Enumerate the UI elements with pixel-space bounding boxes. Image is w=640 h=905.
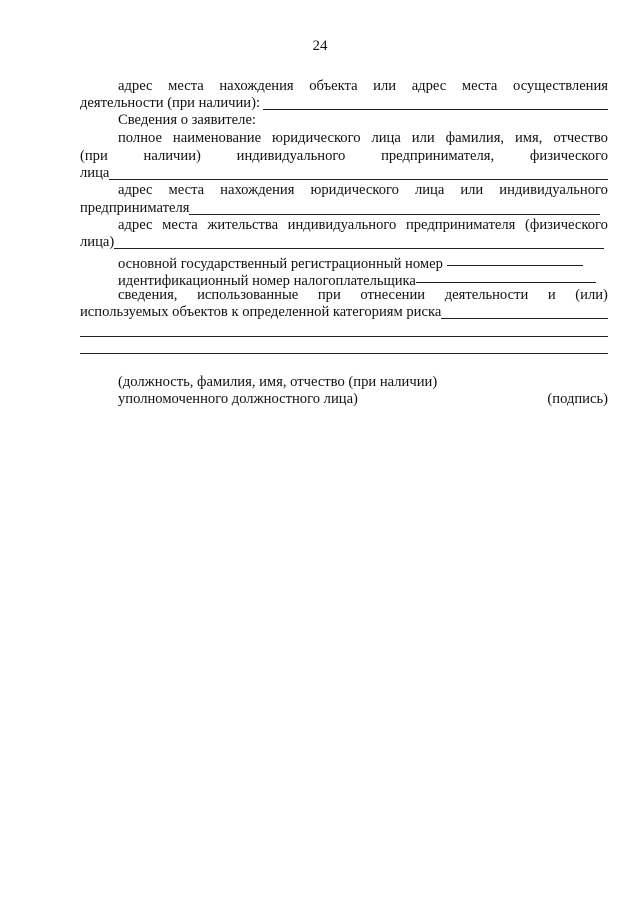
word: имя,: [515, 130, 543, 146]
word: (физического: [525, 217, 608, 233]
word: индивидуального: [499, 182, 608, 198]
word: индивидуального: [236, 148, 346, 164]
word: и: [547, 287, 556, 303]
full-name-field[interactable]: [109, 166, 608, 180]
word: наименование: [172, 130, 262, 146]
legal-address-field[interactable]: [189, 201, 600, 215]
word: осуществления: [513, 78, 608, 94]
full-name-line1: [80, 130, 608, 147]
word: (или): [575, 287, 608, 303]
word: наличии): [143, 148, 201, 164]
word: физического: [529, 148, 608, 164]
word: (при: [80, 148, 108, 164]
word: полное: [118, 130, 162, 146]
object-address-field[interactable]: [263, 96, 608, 110]
legal-address-line2: [80, 200, 608, 217]
word: адрес: [118, 182, 153, 198]
residence-address-field[interactable]: [114, 235, 604, 249]
inn-field[interactable]: [416, 269, 596, 283]
word: объекта: [309, 78, 358, 94]
applicant-header: Сведения о заявителе:: [118, 112, 256, 128]
risk-info-line2: [80, 304, 608, 321]
risk-info-extra-line-1[interactable]: [80, 336, 608, 337]
word: сведения,: [118, 287, 178, 303]
word: или: [373, 78, 397, 94]
ogrn-line: [80, 252, 608, 272]
object-address-label: деятельности (при наличии):: [80, 95, 260, 111]
risk-info-line1: [80, 287, 608, 304]
residence-address-line1: [80, 217, 608, 234]
word: юридического: [310, 182, 399, 198]
ogrn-field[interactable]: [447, 252, 583, 266]
word: места: [168, 78, 204, 94]
residence-address-line2: [80, 234, 608, 251]
word: нахождения: [220, 182, 295, 198]
word: при: [317, 287, 341, 303]
risk-info-field[interactable]: [441, 305, 608, 319]
word: или: [460, 182, 484, 198]
word: предпринимателя,: [381, 148, 495, 164]
word: места: [162, 217, 198, 233]
word: жительства: [207, 217, 279, 233]
legal-address-label-end: предпринимателя: [80, 200, 190, 216]
word: нахождения: [219, 78, 294, 94]
word: фамилия,: [445, 130, 505, 146]
signature-label: (подпись): [547, 391, 608, 407]
full-name-line2: [80, 148, 608, 165]
word: предпринимателя: [405, 217, 516, 233]
inn-line: [80, 269, 608, 289]
word: или: [411, 130, 435, 146]
word: отнесении: [360, 287, 426, 303]
inn-label: идентификационный номер налогоплательщика: [118, 273, 416, 289]
word: отчество: [553, 130, 608, 146]
official-caption-line1: (должность, фамилия, имя, отчество (при наличии): [118, 374, 438, 390]
word: использованные: [197, 287, 299, 303]
word: индивидуального: [287, 217, 397, 233]
word: адрес: [118, 217, 153, 233]
word: деятельности: [444, 287, 529, 303]
word: юридического: [272, 130, 361, 146]
legal-address-line1: [80, 182, 608, 199]
official-caption-line2: уполномоченного должностного лица): [118, 391, 358, 407]
word: адрес: [118, 78, 153, 94]
ogrn-label: основной государственный регистрационный номер: [118, 256, 443, 272]
full-name-line3: [80, 165, 608, 182]
page-number: 24: [312, 38, 328, 54]
object-address-line2: [80, 95, 608, 112]
word: адрес: [411, 78, 447, 94]
risk-info-extra-line-2[interactable]: [80, 353, 608, 354]
residence-address-label-end: лица): [80, 234, 115, 250]
word: места: [168, 182, 205, 198]
word: лица: [414, 182, 445, 198]
full-name-label-end: лица: [80, 165, 110, 181]
word: места: [461, 78, 498, 94]
risk-info-label-end: используемых объектов к определенной категориям риска: [80, 304, 442, 320]
object-address-line1: [80, 78, 608, 95]
word: лица: [371, 130, 401, 146]
